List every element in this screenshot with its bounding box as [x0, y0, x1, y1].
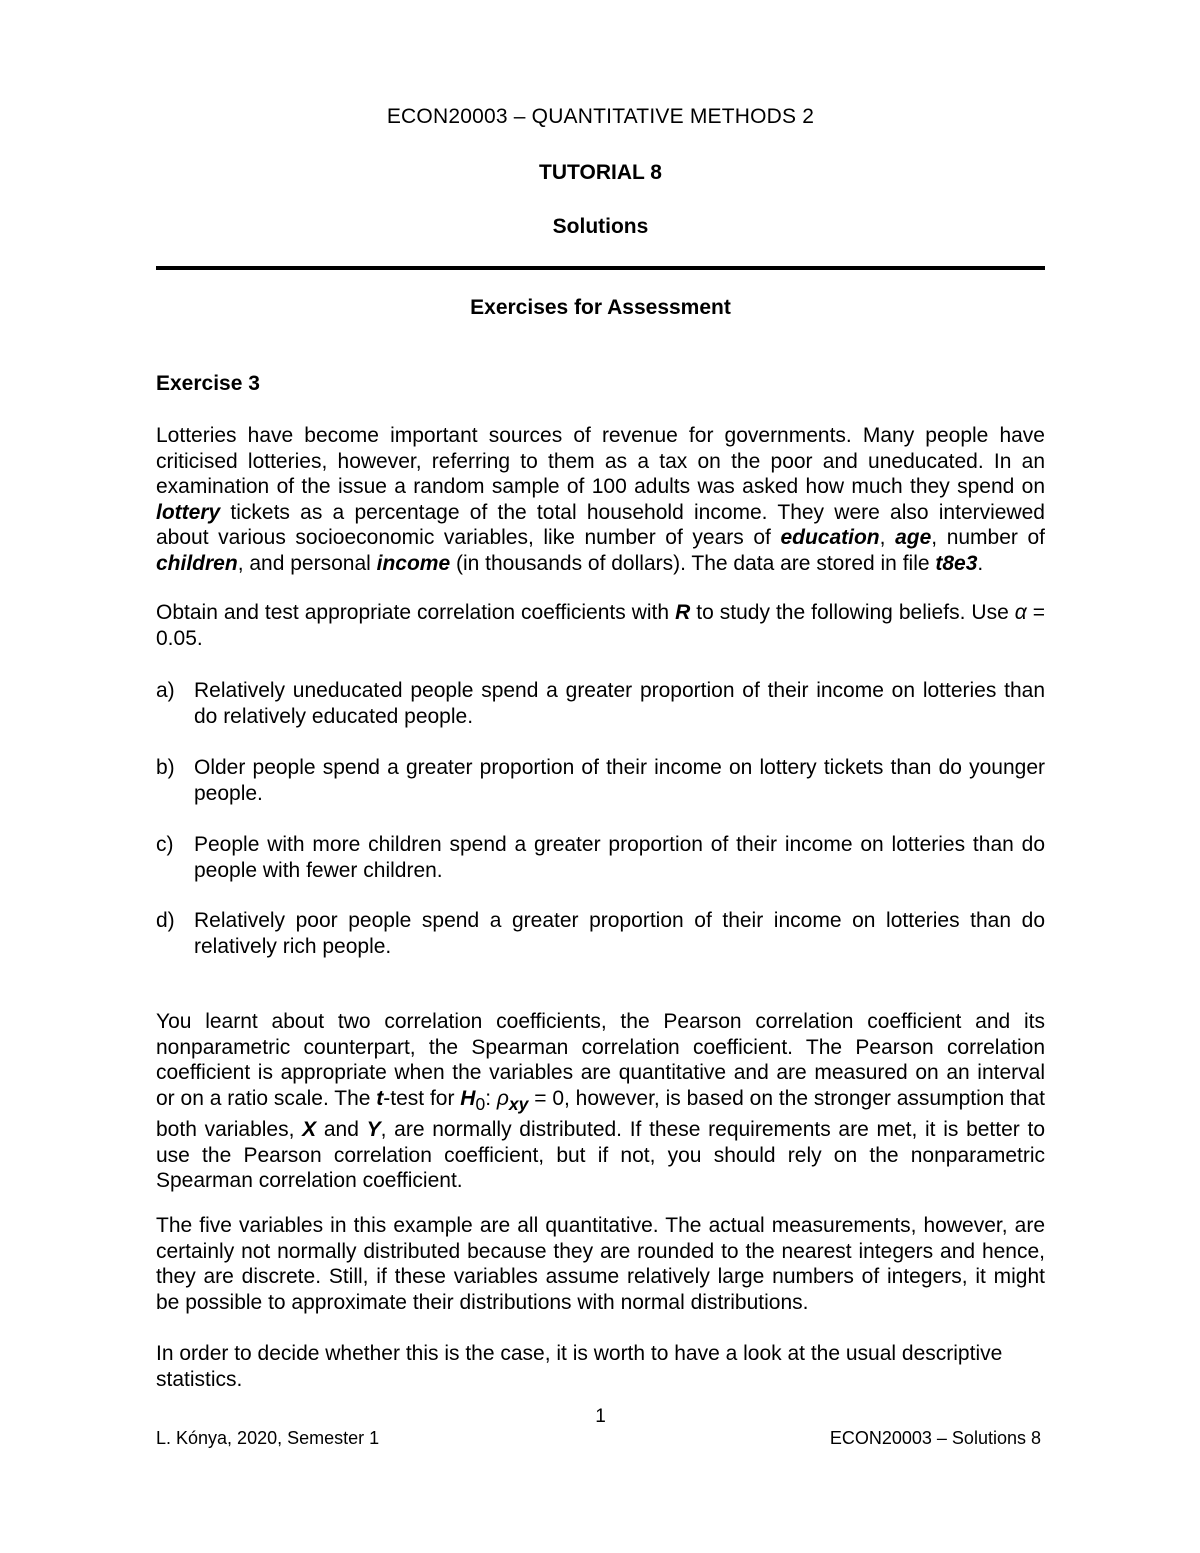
list-item-text: People with more children spend a greater proportion of their income on lotteries than do people with fewer children. — [194, 833, 1045, 882]
list-item-letter: d) — [156, 909, 175, 932]
variables-paragraph: The five variables in this example are all quantitative. The actual measurements, however, are certainly not normally distributed because they are rounded to the nearest integers and hence, they are discrete. Still, if these variables assume relatively large numbers of integers, it might be possible to approximate their distributions with normal distributions. — [156, 1214, 1045, 1314]
list-item-letter: a) — [156, 679, 175, 702]
section-title: Exercises for Assessment — [470, 296, 731, 319]
list-item-text: Older people spend a greater proportion of their income on lottery tickets than do younger people. — [194, 756, 1045, 805]
var-children: children — [156, 551, 238, 575]
correlation-explanation-paragraph: You learnt about two correlation coefficients, the Pearson correlation coefficient and its nonparametric counterpart, the Spearman correlation coefficient. The Pearson correlation coefficient is appropriate when the variables are quantitative and are measured on an interval or on a ratio scale. The t-test for $H_0$: $\rho_{xy} = 0$, however, is based on the stronger assumption that both variables, X and Y, are normally distributed. If these requirements are met, it is better to use the Pearson correlation coefficient, but if not, you should rely on the nonparametric Spearman correlation coefficient. — [156, 1010, 1046, 1193]
var-lottery: lottery — [156, 500, 221, 524]
descriptive-stats-paragraph: In order to decide whether this is the case, it is worth to have a look at the usual descriptive statistics. — [156, 1342, 1003, 1391]
var-education: education — [780, 526, 880, 549]
exercise-heading: Exercise 3 — [156, 372, 260, 395]
list-item-letter: b) — [156, 756, 175, 779]
alpha-symbol: α — [1014, 601, 1027, 624]
page-number: 1 — [595, 1406, 606, 1427]
footer-author: L. Kónya, 2020, Semester 1 — [156, 1428, 380, 1448]
header-divider — [156, 266, 1045, 270]
list-item-text: Relatively poor people spend a greater proportion of their income on lotteries than do relatively rich people. — [194, 909, 1045, 958]
list-item-text: Relatively uneducated people spend a greater proportion of their income on lotteries than do relatively educated people. — [194, 679, 1045, 728]
footer-document-label: ECON20003 – Solutions 8 — [829, 1428, 1041, 1448]
list-item-letter: c) — [156, 833, 174, 856]
var-age: age — [895, 526, 932, 549]
solutions-title: Solutions — [552, 215, 649, 238]
exercise-intro-paragraph: Lotteries have become important sources of revenue for governments. Many people have criticised lotteries, however, referring to them as a tax on the poor and uneducated. In an examination of the issue a random sample of 100 adults was asked how much they spend on lottery tickets as a percentage of the total household income. They were also interviewed about various socioeconomic variables, like number of years of education, age, number of children, and personal income (in thousands of dollars). The data are stored in file t8e3. — [156, 424, 1046, 575]
r-software-name: R — [675, 601, 691, 624]
data-file-name: t8e3 — [935, 551, 978, 575]
var-income: income — [376, 551, 451, 575]
course-title: ECON20003 – QUANTITATIVE METHODS 2 — [386, 105, 815, 128]
instructions-paragraph: Obtain and test appropriate correlation coefficients with R to study the following beliefs. Use α = 0.05. — [156, 601, 1045, 650]
tutorial-title: TUTORIAL 8 — [539, 161, 662, 184]
document-page — [156, 0, 1045, 1553]
